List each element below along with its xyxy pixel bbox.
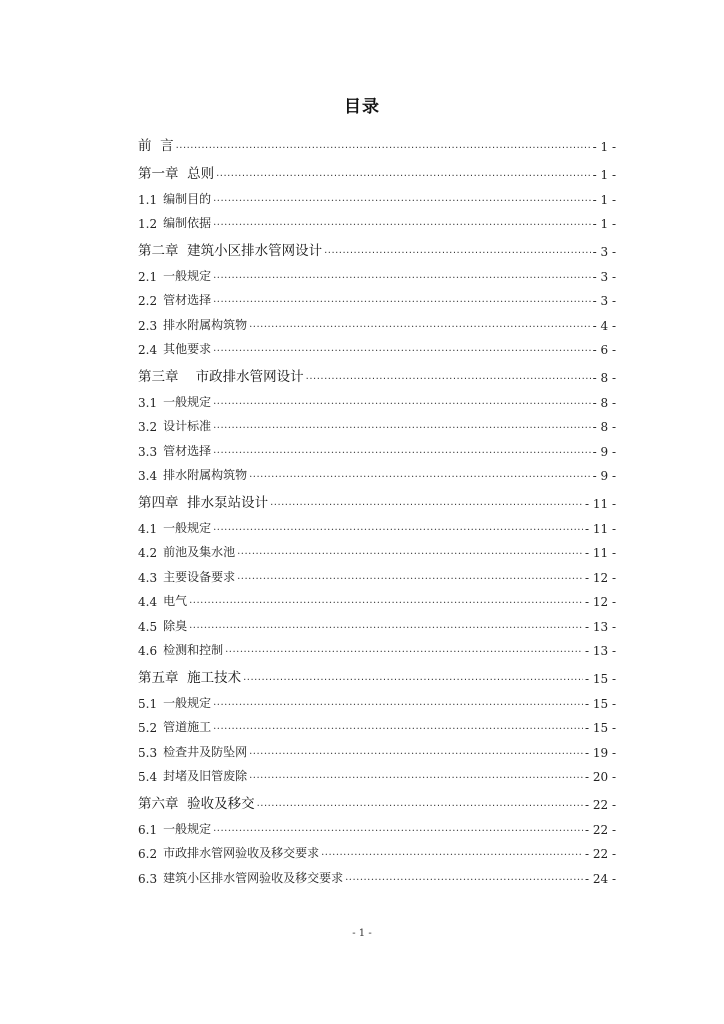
toc-entry-number: 4.4 bbox=[138, 595, 158, 609]
toc-section-entry[interactable] bbox=[138, 410, 616, 435]
toc-entry-label: 除臭 bbox=[163, 618, 188, 633]
toc-entry-label: 编制目的 bbox=[163, 191, 212, 206]
toc-entry-page-number: - 1 - bbox=[592, 140, 616, 154]
toc-entry-label: 一般规定 bbox=[163, 821, 212, 836]
toc-entry-label: 建筑小区排水管网验收及移交要求 bbox=[163, 870, 344, 885]
toc-section-entry[interactable] bbox=[138, 560, 616, 585]
toc-entry-page-number: - 15 - bbox=[584, 672, 616, 686]
toc-entry-page-number: - 1 - bbox=[592, 217, 616, 231]
toc-dot-leader bbox=[213, 722, 583, 732]
toc-entry-label: 前 言 bbox=[138, 138, 174, 154]
toc-chapter-entry[interactable] bbox=[138, 231, 616, 259]
toc-entry-label: 管道施工 bbox=[163, 720, 212, 734]
toc-entry-label: 一般规定 bbox=[163, 394, 212, 409]
toc-section-entry[interactable] bbox=[138, 385, 616, 410]
toc-entry-number: 4.5 bbox=[138, 619, 158, 634]
toc-entry-label: 封堵及旧管废除 bbox=[163, 769, 248, 783]
toc-section-entry[interactable] bbox=[138, 634, 616, 659]
toc-section-entry[interactable] bbox=[138, 459, 616, 484]
toc-dot-leader bbox=[213, 446, 591, 456]
toc-dot-leader bbox=[213, 824, 583, 834]
toc-entry-number: 2.4 bbox=[138, 343, 158, 357]
toc-dot-leader bbox=[237, 572, 583, 582]
toc-dot-leader bbox=[213, 295, 591, 305]
toc-entry-label: 检测和控制 bbox=[163, 643, 224, 657]
toc-section-entry[interactable] bbox=[138, 812, 616, 837]
toc-entry-page-number: - 15 - bbox=[584, 721, 616, 735]
toc-entry-page-number: - 20 - bbox=[584, 770, 616, 784]
toc-dot-leader bbox=[306, 372, 591, 382]
toc-entry-page-number: - 19 - bbox=[584, 745, 616, 760]
toc-section-entry[interactable] bbox=[138, 207, 616, 232]
toc-entry-number: 3.2 bbox=[138, 420, 158, 434]
toc-entry-number: 6.1 bbox=[138, 822, 158, 837]
toc-entry-page-number: - 11 - bbox=[584, 521, 616, 536]
toc-entry-label: 一般规定 bbox=[163, 520, 212, 535]
toc-entry-page-number: - 24 - bbox=[584, 871, 616, 886]
toc-entry-page-number: - 22 - bbox=[584, 847, 616, 861]
toc-section-entry[interactable] bbox=[138, 711, 616, 736]
toc-entry-number: 5.1 bbox=[138, 696, 158, 711]
toc-chapter-entry[interactable] bbox=[138, 357, 616, 385]
toc-entry-label: 排水附属构筑物 bbox=[163, 317, 248, 332]
toc-dot-leader bbox=[249, 470, 591, 480]
page-title: 目录 bbox=[344, 97, 380, 117]
toc-entry-number: 5.4 bbox=[138, 770, 158, 784]
toc-entry-page-number: - 9 - bbox=[592, 469, 616, 483]
toc-entry-label: 编制依据 bbox=[163, 216, 212, 230]
toc-entry-page-number: - 13 - bbox=[584, 644, 616, 658]
toc-entry-label: 管材选择 bbox=[163, 443, 212, 458]
toc-entry-page-number: - 3 - bbox=[592, 294, 616, 308]
toc-dot-leader bbox=[249, 747, 583, 757]
toc-section-entry[interactable] bbox=[138, 434, 616, 459]
toc-dot-leader bbox=[213, 397, 591, 407]
toc-section-entry[interactable] bbox=[138, 284, 616, 309]
toc-entry-page-number: - 12 - bbox=[584, 570, 616, 585]
toc-entry-page-number: - 11 - bbox=[584, 497, 616, 511]
toc-chapter-entry[interactable] bbox=[138, 483, 616, 511]
toc-entry-page-number: - 4 - bbox=[592, 318, 616, 333]
toc-section-entry[interactable] bbox=[138, 760, 616, 785]
toc-section-entry[interactable] bbox=[138, 333, 616, 358]
toc-dot-leader bbox=[213, 344, 591, 354]
toc-entry-page-number: - 15 - bbox=[584, 696, 616, 711]
toc-entry-page-number: - 22 - bbox=[584, 822, 616, 837]
toc-entry-number: 4.3 bbox=[138, 570, 158, 585]
toc-entry-number: 3.1 bbox=[138, 395, 158, 410]
toc-dot-leader bbox=[237, 547, 583, 557]
toc-entry-page-number: - 22 - bbox=[584, 798, 616, 812]
toc-entry-number: 5.2 bbox=[138, 721, 158, 735]
toc-entry-page-number: - 3 - bbox=[592, 269, 616, 284]
toc-entry-label: 第五章 施工技术 bbox=[138, 670, 242, 686]
toc-entry-number: 3.4 bbox=[138, 469, 158, 483]
toc-entry-label: 设计标准 bbox=[163, 419, 212, 433]
toc-dot-leader bbox=[249, 320, 591, 330]
toc-dot-leader bbox=[213, 523, 583, 533]
table-of-contents bbox=[138, 126, 616, 886]
toc-dot-leader bbox=[225, 645, 583, 655]
toc-section-entry[interactable] bbox=[138, 609, 616, 634]
toc-entry-page-number: - 8 - bbox=[592, 371, 616, 385]
toc-dot-leader bbox=[213, 218, 591, 228]
toc-section-entry[interactable] bbox=[138, 861, 616, 886]
toc-entry-page-number: - 9 - bbox=[592, 444, 616, 459]
toc-entry-number: 6.2 bbox=[138, 847, 158, 861]
toc-dot-leader bbox=[321, 848, 583, 858]
toc-entry-page-number: - 8 - bbox=[592, 395, 616, 410]
toc-section-entry[interactable] bbox=[138, 585, 616, 610]
toc-dot-leader bbox=[213, 421, 591, 431]
toc-entry-label: 电气 bbox=[163, 594, 188, 608]
toc-dot-leader bbox=[189, 621, 583, 631]
toc-dot-leader bbox=[249, 771, 583, 781]
toc-entry-number: 1.2 bbox=[138, 217, 158, 231]
toc-dot-leader bbox=[257, 799, 583, 809]
toc-entry-page-number: - 8 - bbox=[592, 420, 616, 434]
toc-entry-number: 4.2 bbox=[138, 546, 158, 560]
toc-section-entry[interactable] bbox=[138, 511, 616, 536]
toc-entry-label: 一般规定 bbox=[163, 268, 212, 283]
toc-entry-number: 6.3 bbox=[138, 871, 158, 886]
toc-dot-leader bbox=[216, 169, 591, 179]
toc-entry-number: 5.3 bbox=[138, 745, 158, 760]
toc-dot-leader bbox=[243, 673, 583, 683]
toc-entry-label: 第一章 总则 bbox=[138, 166, 215, 182]
toc-entry-label: 第六章 验收及移交 bbox=[138, 796, 255, 812]
toc-section-entry[interactable] bbox=[138, 536, 616, 561]
toc-entry-page-number: - 11 - bbox=[584, 546, 616, 560]
toc-dot-leader bbox=[345, 873, 583, 883]
toc-dot-leader bbox=[176, 141, 591, 151]
toc-entry-label: 一般规定 bbox=[163, 695, 212, 710]
toc-entry-label: 第四章 排水泵站设计 bbox=[138, 495, 269, 511]
toc-dot-leader bbox=[213, 698, 583, 708]
toc-entry-page-number: - 13 - bbox=[584, 619, 616, 634]
toc-entry-label: 管材选择 bbox=[163, 293, 212, 307]
toc-dot-leader bbox=[324, 246, 591, 256]
toc-entry-number: 2.3 bbox=[138, 318, 158, 333]
toc-entry-number: 4.6 bbox=[138, 644, 158, 658]
toc-entry-number: 1.1 bbox=[138, 192, 158, 207]
toc-entry-page-number: - 1 - bbox=[592, 192, 616, 207]
toc-chapter-entry[interactable] bbox=[138, 126, 616, 154]
toc-dot-leader bbox=[270, 498, 583, 508]
toc-entry-page-number: - 12 - bbox=[584, 595, 616, 609]
toc-dot-leader bbox=[213, 271, 591, 281]
toc-chapter-entry[interactable] bbox=[138, 154, 616, 182]
toc-entry-number: 2.1 bbox=[138, 269, 158, 284]
toc-chapter-entry[interactable] bbox=[138, 784, 616, 812]
toc-entry-number: 3.3 bbox=[138, 444, 158, 459]
toc-entry-label: 前池及集水池 bbox=[163, 545, 236, 559]
toc-chapter-entry[interactable] bbox=[138, 658, 616, 686]
toc-entry-page-number: - 3 - bbox=[592, 245, 616, 259]
toc-entry-label: 排水附属构筑物 bbox=[163, 468, 248, 482]
toc-entry-number: 4.1 bbox=[138, 521, 158, 536]
toc-entry-label: 第三章 市政排水管网设计 bbox=[138, 369, 304, 385]
toc-entry-label: 检查井及防坠网 bbox=[163, 744, 248, 759]
toc-dot-leader bbox=[213, 194, 591, 204]
toc-section-entry[interactable] bbox=[138, 686, 616, 711]
toc-section-entry[interactable] bbox=[138, 182, 616, 207]
toc-section-entry[interactable] bbox=[138, 837, 616, 862]
toc-entry-label: 主要设备要求 bbox=[163, 569, 236, 584]
toc-entry-label: 其他要求 bbox=[163, 342, 212, 356]
toc-entry-label: 第二章 建筑小区排水管网设计 bbox=[138, 243, 323, 259]
toc-entry-page-number: - 6 - bbox=[592, 343, 616, 357]
toc-section-entry[interactable] bbox=[138, 259, 616, 284]
toc-section-entry[interactable] bbox=[138, 735, 616, 760]
toc-dot-leader bbox=[189, 596, 583, 606]
toc-entry-page-number: - 1 - bbox=[592, 168, 616, 182]
toc-entry-number: 2.2 bbox=[138, 294, 158, 308]
page-footer-number: - 1 - bbox=[352, 928, 372, 939]
toc-entry-label: 市政排水管网验收及移交要求 bbox=[163, 846, 320, 860]
toc-section-entry[interactable] bbox=[138, 308, 616, 333]
